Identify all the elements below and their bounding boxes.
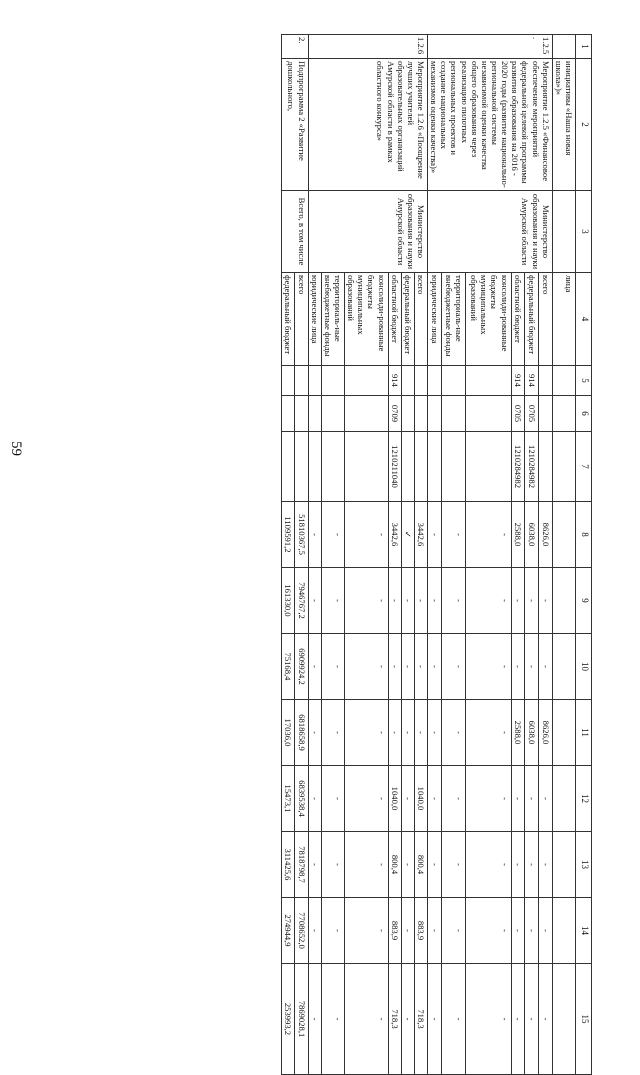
table-cell: - xyxy=(345,898,389,964)
funding-source: территориаль-ные внебюджетные фонды xyxy=(441,273,465,366)
table-cell: - xyxy=(428,898,442,964)
table-cell: - xyxy=(388,700,401,766)
table-cell: - xyxy=(308,568,321,634)
table-cell: - xyxy=(511,964,525,1075)
table-cell: - xyxy=(525,568,539,634)
table-cell: 8626,0 xyxy=(539,502,553,568)
column-number-15: 15 xyxy=(576,964,592,1075)
table-cell xyxy=(345,366,389,396)
table-cell: 7946767,2 xyxy=(295,568,308,634)
table-cell: - xyxy=(525,964,539,1075)
table-cell: - xyxy=(345,766,389,832)
table-cell: - xyxy=(308,634,321,700)
table-cell: - xyxy=(308,700,321,766)
table-cell: 883,9 xyxy=(388,898,401,964)
table-cell xyxy=(401,432,414,502)
table-cell: 800,4 xyxy=(388,832,401,898)
table-cell: - xyxy=(466,766,511,832)
column-number-6: 6 xyxy=(576,396,592,432)
table-cell: 6038,0 xyxy=(525,700,539,766)
table-cell: 3442,6 xyxy=(388,502,401,568)
table-cell: - xyxy=(345,700,389,766)
table-cell: - xyxy=(428,700,442,766)
table-cell: 311425,6 xyxy=(282,832,295,898)
table-cell: - xyxy=(511,766,525,832)
table-cell: 8626,0 xyxy=(539,700,553,766)
table-cell: - xyxy=(428,766,442,832)
table-cell: - xyxy=(466,898,511,964)
table-cell: - xyxy=(321,502,344,568)
table-cell: 914 xyxy=(388,366,401,396)
column-number-12: 12 xyxy=(576,766,592,832)
table-cell: 17036,0 xyxy=(282,700,295,766)
table-cell: - xyxy=(414,568,427,634)
table-cell: - xyxy=(441,898,465,964)
table-cell: - xyxy=(466,832,511,898)
measure-name: Мероприятие 1.2.5 «Финансовое обеспечение мероприятий федеральной целевой программы развития образования на 2016 - 2020 годы (развитие национально-региональной системы независимой оценки качества общего образования через реализацию пилотных региональных проектов и создание национальных механизмов оценки качества)» xyxy=(428,59,553,191)
table-cell xyxy=(282,396,295,432)
table-cell xyxy=(321,432,344,502)
table-cell: - xyxy=(321,832,344,898)
table-cell xyxy=(441,432,465,502)
table-cell: - xyxy=(414,634,427,700)
funding-source: юридические лица xyxy=(308,273,321,366)
table-cell: - xyxy=(511,634,525,700)
table-cell: - xyxy=(539,832,553,898)
table-cell xyxy=(321,396,344,432)
table-cell: - xyxy=(539,898,553,964)
table-cell xyxy=(441,366,465,396)
column-number-14: 14 xyxy=(576,898,592,964)
table-cell: 6909924,2 xyxy=(295,634,308,700)
table-cell: - xyxy=(525,634,539,700)
column-number-9: 9 xyxy=(576,568,592,634)
table-cell xyxy=(295,432,308,502)
column-number-11: 11 xyxy=(576,700,592,766)
column-number-13: 13 xyxy=(576,832,592,898)
table-cell: 1210284982 xyxy=(525,432,539,502)
table-cell: - xyxy=(441,700,465,766)
table-cell: - xyxy=(401,898,414,964)
table-cell xyxy=(308,432,321,502)
column-number-10: 10 xyxy=(576,634,592,700)
table-cell: 75168,4 xyxy=(282,634,295,700)
table-cell: - xyxy=(401,634,414,700)
table-cell: - xyxy=(345,832,389,898)
table-cell xyxy=(308,366,321,396)
table-cell: 2588,0 xyxy=(511,502,525,568)
table-cell: 6038,0 xyxy=(525,502,539,568)
executor: Министерство образования и науки Амурской области xyxy=(308,191,427,273)
table-cell: - xyxy=(466,964,511,1075)
table-cell: - xyxy=(401,832,414,898)
table-cell: 1040,0 xyxy=(414,766,427,832)
table-cell xyxy=(428,432,442,502)
executor: Всего, в том числе xyxy=(282,191,308,273)
row-number: 1.2.6 xyxy=(308,35,427,59)
table-cell: - xyxy=(321,700,344,766)
measure-name: Мероприятие 1.2.6 «Поощрение лучших учителей образовательных организаций Амурской области в рамках областного конкурса» xyxy=(308,59,427,191)
funding-source: всего xyxy=(539,273,553,366)
column-number-5: 5 xyxy=(576,366,592,396)
table-cell: 1040,0 xyxy=(388,766,401,832)
table-cell: 1210211040 xyxy=(388,432,401,502)
table-cell: - xyxy=(466,700,511,766)
table-cell: 253993,2 xyxy=(282,964,295,1075)
table-cell xyxy=(295,396,308,432)
page-number: 59 xyxy=(8,441,24,456)
table-cell xyxy=(282,432,295,502)
table-cell: - xyxy=(441,832,465,898)
table-cell: 6818658,9 xyxy=(295,700,308,766)
table-cell xyxy=(441,396,465,432)
table-cell xyxy=(414,396,427,432)
table-cell: - xyxy=(428,634,442,700)
table-cell: - xyxy=(321,898,344,964)
row-number: 1.2.5. xyxy=(428,35,553,59)
funding-source: федеральный бюджет xyxy=(525,273,539,366)
table-cell: - xyxy=(345,502,389,568)
table-cell: - xyxy=(388,568,401,634)
table-cell: - xyxy=(441,502,465,568)
table-cell: 883,9 xyxy=(414,898,427,964)
table-cell: - xyxy=(511,832,525,898)
column-number-row xyxy=(576,35,592,1075)
measure-name: Подпрограмма 2 «Развитие дошкольного, xyxy=(282,59,308,191)
table-cell: - xyxy=(428,568,442,634)
column-number-4: 4 xyxy=(576,273,592,366)
table-cell xyxy=(466,366,511,396)
table-cell xyxy=(539,396,553,432)
table-cell: 914 xyxy=(511,366,525,396)
table-cell: 2588,0 xyxy=(511,700,525,766)
table-cell: - xyxy=(539,766,553,832)
funding-source: областной бюджет xyxy=(511,273,525,366)
funding-source: федеральный бюджет xyxy=(282,273,295,366)
table-row xyxy=(414,35,427,1075)
table-cell xyxy=(308,396,321,432)
table-cell: 0705 xyxy=(511,396,525,432)
funding-source: территориаль-ные внебюджетные фонды xyxy=(321,273,344,366)
table-cell: - xyxy=(308,964,321,1075)
table-cell: - xyxy=(539,634,553,700)
table-cell: - xyxy=(401,766,414,832)
table-cell: - xyxy=(525,898,539,964)
cont-name: инициативы «Наша новая школа»)» xyxy=(552,59,575,191)
table-cell: 15473,1 xyxy=(282,766,295,832)
table-cell: 800,4 xyxy=(414,832,427,898)
continued-row xyxy=(552,35,575,1075)
table-cell: 3442,6 xyxy=(414,502,427,568)
table-cell xyxy=(539,366,553,396)
table-cell: - xyxy=(525,832,539,898)
table-cell xyxy=(295,366,308,396)
table-cell xyxy=(401,366,414,396)
table-cell: - xyxy=(321,964,344,1075)
table-cell xyxy=(401,396,414,432)
funding-source: федеральный бюджет xyxy=(401,273,414,366)
column-number-8: 8 xyxy=(576,502,592,568)
column-number-7: 7 xyxy=(576,432,592,502)
row-number: 2. xyxy=(282,35,308,59)
table-row xyxy=(539,35,553,1075)
column-number-2: 2 xyxy=(576,59,592,191)
table-cell: ✓ xyxy=(401,502,414,568)
column-number-1: 1 xyxy=(576,35,592,59)
table-cell: - xyxy=(441,964,465,1075)
table-cell: 274944,9 xyxy=(282,898,295,964)
funding-source: юридические лица xyxy=(428,273,442,366)
table-cell: 7818798,7 xyxy=(295,832,308,898)
table-cell xyxy=(428,366,442,396)
table-cell: - xyxy=(308,832,321,898)
table-cell xyxy=(414,432,427,502)
table-cell: - xyxy=(345,634,389,700)
table-cell: 0705 xyxy=(525,396,539,432)
table-cell xyxy=(282,366,295,396)
table-cell: - xyxy=(321,766,344,832)
executor: Министерство образования и науки Амурской области xyxy=(428,191,553,273)
table-cell: - xyxy=(525,766,539,832)
table-cell: - xyxy=(511,898,525,964)
table-cell: - xyxy=(466,502,511,568)
table-cell: - xyxy=(321,568,344,634)
table-cell: - xyxy=(539,964,553,1075)
table-row xyxy=(295,35,308,1075)
table-cell: - xyxy=(511,568,525,634)
funding-source: всего xyxy=(295,273,308,366)
table-cell: - xyxy=(401,568,414,634)
cont-exec xyxy=(552,191,575,273)
budget-table xyxy=(281,34,592,1075)
table-cell: - xyxy=(428,502,442,568)
table-cell: - xyxy=(401,964,414,1075)
table-cell xyxy=(321,366,344,396)
column-number-3: 3 xyxy=(576,191,592,273)
table-cell: - xyxy=(308,898,321,964)
rotated-table-frame xyxy=(64,34,592,1039)
table-cell: 6839538,4 xyxy=(295,766,308,832)
table-cell: - xyxy=(414,700,427,766)
table-cell: 7869028,1 xyxy=(295,964,308,1075)
table-cell: - xyxy=(441,766,465,832)
table-cell: - xyxy=(388,634,401,700)
table-cell xyxy=(345,396,389,432)
table-cell: - xyxy=(466,568,511,634)
table-cell: 0709 xyxy=(388,396,401,432)
table-cell: 718,3 xyxy=(414,964,427,1075)
table-cell: - xyxy=(308,502,321,568)
table-cell: - xyxy=(321,634,344,700)
table-cell: 1210284982 xyxy=(511,432,525,502)
table-cell: - xyxy=(539,568,553,634)
funding-source: консолиди-рованные бюджеты муниципальных образований xyxy=(345,273,389,366)
table-cell: 51810367,5 xyxy=(295,502,308,568)
table-cell: - xyxy=(466,634,511,700)
funding-source: консолиди-рованные бюджеты муниципальных образований xyxy=(466,273,511,366)
funding-source: всего xyxy=(414,273,427,366)
table-cell: - xyxy=(428,832,442,898)
table-cell: - xyxy=(308,766,321,832)
table-cell: - xyxy=(441,634,465,700)
table-cell: - xyxy=(345,568,389,634)
cont-source: лица xyxy=(552,273,575,366)
table-cell: 718,3 xyxy=(388,964,401,1075)
table-cell: 7708652,0 xyxy=(295,898,308,964)
table-cell xyxy=(466,432,511,502)
table-cell xyxy=(428,396,442,432)
table-cell xyxy=(539,432,553,502)
table-cell: - xyxy=(401,700,414,766)
table-cell: 1109591,2 xyxy=(282,502,295,568)
table-cell: 914 xyxy=(525,366,539,396)
funding-source: областной бюджет xyxy=(388,273,401,366)
table-cell: - xyxy=(428,964,442,1075)
table-cell: - xyxy=(345,964,389,1075)
table-cell: - xyxy=(441,568,465,634)
table-cell xyxy=(466,396,511,432)
table-cell: 161330,0 xyxy=(282,568,295,634)
table-cell xyxy=(414,366,427,396)
cont-num xyxy=(552,35,575,59)
table-cell xyxy=(345,432,389,502)
